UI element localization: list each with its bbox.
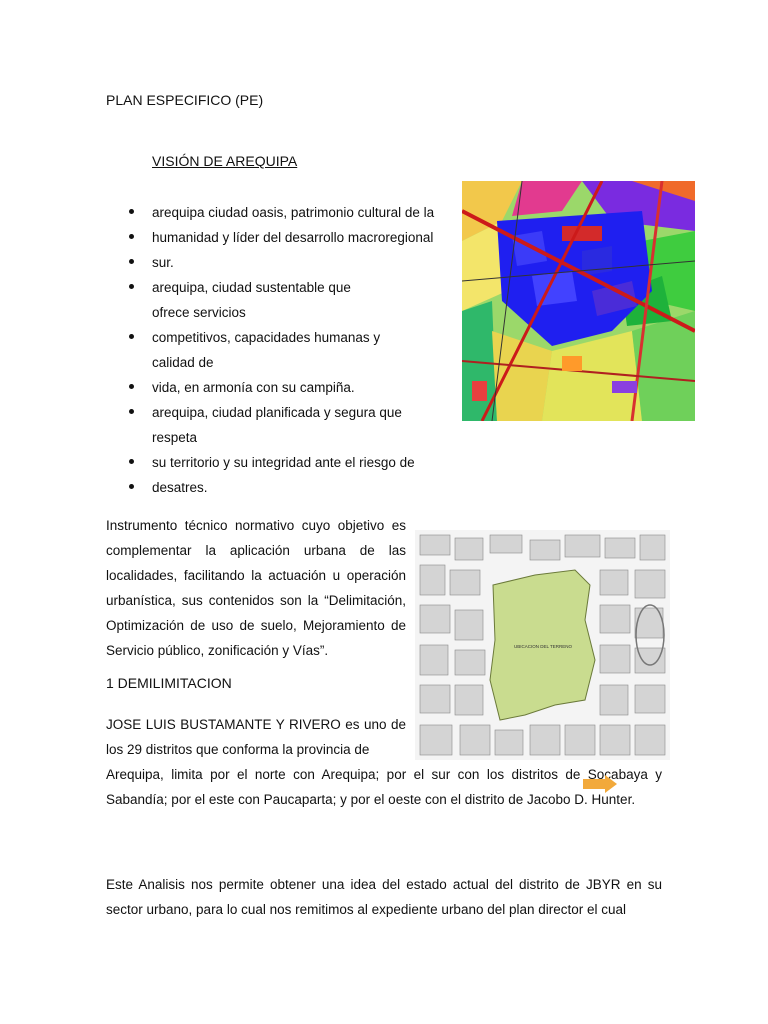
bullet-icon (129, 259, 134, 264)
list-item: humanidad y líder del desarrollo macroregional (106, 225, 451, 250)
list-item: su territorio y su integridad ante el riesgo de (106, 450, 451, 475)
district-paragraph-part2: Arequipa, limita por el norte con Arequipa; por el sur con los distritos de Socabaya y Sabandía; por el este con Paucaparta; y por el oeste con el distrito de Jacobo D. Hunter. (106, 767, 662, 807)
vision-list (106, 200, 451, 500)
list-item: arequipa ciudad oasis, patrimonio cultural de la (106, 200, 451, 225)
bullet-icon (129, 234, 134, 239)
bullet-icon (129, 334, 134, 339)
list-item: arequipa, ciudad sustentable que ofrece servicios (106, 275, 392, 325)
bullet-icon (129, 484, 134, 489)
list-item: vida, en armonía con su campiña. (106, 375, 451, 400)
site-map-label: UBICACION DEL TERRENO (513, 644, 573, 649)
bullet-icon (129, 384, 134, 389)
orange-arrow-icon (583, 775, 617, 793)
list-item: desatres. (106, 475, 451, 500)
vision-heading: VISIÓN DE AREQUIPA (152, 153, 298, 169)
document-title: PLAN ESPECIFICO (PE) (106, 92, 264, 108)
bullet-icon (129, 459, 134, 464)
bullet-icon (129, 409, 134, 414)
analysis-paragraph: Este Analisis nos permite obtener una idea del estado actual del distrito de JBYR en su sector urbano, para lo cual nos remitimos al expediente urbano del plan director el cual (106, 877, 662, 917)
district-paragraph-part1: JOSE LUIS BUSTAMANTE Y RIVERO es uno de los 29 distritos que conforma la provincia de (106, 717, 406, 757)
intro-paragraph: Instrumento técnico normativo cuyo objetivo es complementar la aplicación urbana de las localidades, facilitando la actuación u operación urbanística, sus contenidos son la “Delimitación, Optimización de uso de suelo, Mejoramiento de Servicio público, zonificación y Vías”. (106, 518, 406, 658)
zoning-map-image (462, 181, 695, 421)
bullet-icon (129, 209, 134, 214)
list-item: sur. (106, 250, 451, 275)
bullet-icon (129, 284, 134, 289)
list-item: arequipa, ciudad planificada y segura que respeta (106, 400, 412, 450)
section-heading: 1 DEMILIMITACION (106, 675, 232, 691)
site-location-map-image (415, 530, 670, 760)
list-item: competitivos, capacidades humanas y calidad de (106, 325, 392, 375)
